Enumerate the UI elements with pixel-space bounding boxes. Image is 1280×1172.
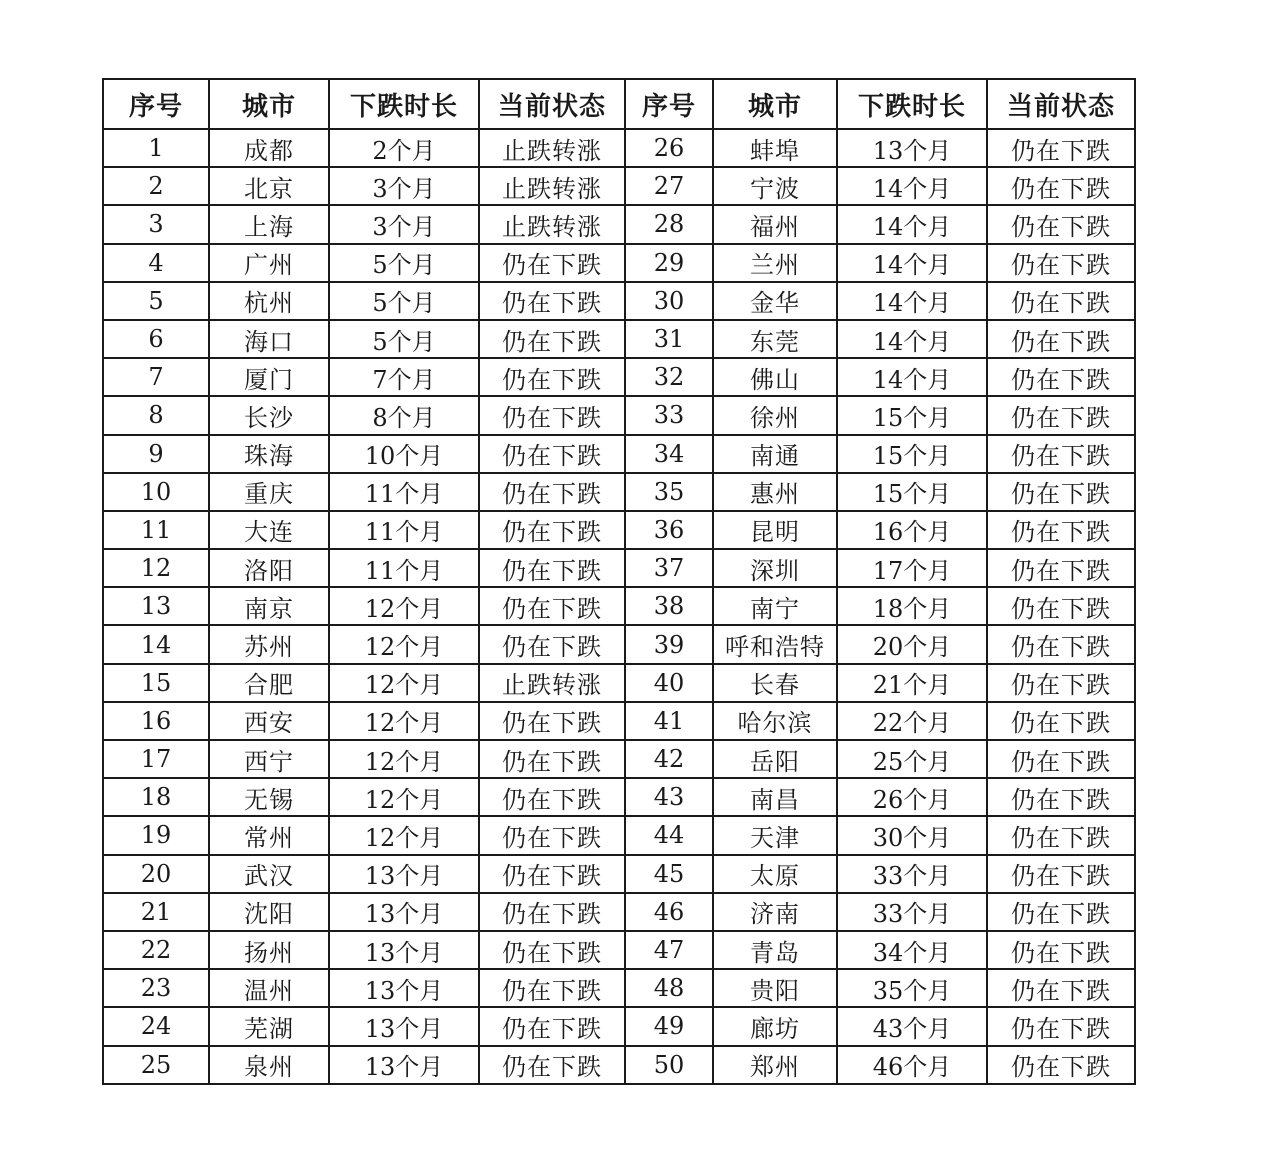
status-cell: 仍在下跌 — [987, 282, 1135, 320]
duration-cell: 13个月 — [329, 1046, 479, 1084]
duration-cell: 22个月 — [837, 702, 987, 740]
index-cell: 14 — [103, 625, 209, 663]
header-index-left: 序号 — [103, 79, 209, 129]
table-row — [103, 969, 1135, 1007]
duration-cell: 14个月 — [837, 244, 987, 282]
city-cell: 洛阳 — [209, 549, 329, 587]
duration-cell: 3个月 — [329, 167, 479, 205]
duration-cell: 12个月 — [329, 664, 479, 702]
index-cell: 7 — [103, 358, 209, 396]
status-cell: 仍在下跌 — [987, 205, 1135, 243]
city-cell: 沈阳 — [209, 893, 329, 931]
table-row — [103, 435, 1135, 473]
duration-cell: 13个月 — [329, 1007, 479, 1045]
city-cell: 贵阳 — [713, 969, 837, 1007]
status-cell: 仍在下跌 — [479, 320, 625, 358]
table-row — [103, 129, 1135, 167]
status-cell: 仍在下跌 — [479, 740, 625, 778]
table-row — [103, 511, 1135, 549]
index-cell: 3 — [103, 205, 209, 243]
duration-cell: 11个月 — [329, 473, 479, 511]
index-cell: 42 — [625, 740, 713, 778]
duration-cell: 26个月 — [837, 778, 987, 816]
city-cell: 徐州 — [713, 396, 837, 434]
status-cell: 仍在下跌 — [987, 1046, 1135, 1084]
index-cell: 48 — [625, 969, 713, 1007]
city-cell: 武汉 — [209, 855, 329, 893]
status-cell: 仍在下跌 — [987, 320, 1135, 358]
city-cell: 深圳 — [713, 549, 837, 587]
city-decline-table-container — [102, 78, 1134, 1085]
table-row — [103, 320, 1135, 358]
duration-cell: 15个月 — [837, 473, 987, 511]
status-cell: 仍在下跌 — [479, 931, 625, 969]
duration-cell: 18个月 — [837, 587, 987, 625]
city-cell: 上海 — [209, 205, 329, 243]
table-row — [103, 740, 1135, 778]
duration-cell: 11个月 — [329, 511, 479, 549]
header-status-left: 当前状态 — [479, 79, 625, 129]
duration-cell: 14个月 — [837, 358, 987, 396]
duration-cell: 14个月 — [837, 205, 987, 243]
table-row — [103, 1046, 1135, 1084]
header-city-right: 城市 — [713, 79, 837, 129]
table-row — [103, 778, 1135, 816]
duration-cell: 12个月 — [329, 816, 479, 854]
header-duration-right: 下跌时长 — [837, 79, 987, 129]
city-cell: 佛山 — [713, 358, 837, 396]
city-cell: 南宁 — [713, 587, 837, 625]
index-cell: 2 — [103, 167, 209, 205]
duration-cell: 13个月 — [329, 893, 479, 931]
index-cell: 41 — [625, 702, 713, 740]
status-cell: 仍在下跌 — [479, 1046, 625, 1084]
duration-cell: 13个月 — [329, 855, 479, 893]
city-cell: 海口 — [209, 320, 329, 358]
city-cell: 泉州 — [209, 1046, 329, 1084]
index-cell: 13 — [103, 587, 209, 625]
duration-cell: 12个月 — [329, 625, 479, 663]
index-cell: 12 — [103, 549, 209, 587]
status-cell: 仍在下跌 — [479, 702, 625, 740]
duration-cell: 3个月 — [329, 205, 479, 243]
index-cell: 35 — [625, 473, 713, 511]
status-cell: 止跌转涨 — [479, 205, 625, 243]
city-cell: 兰州 — [713, 244, 837, 282]
index-cell: 27 — [625, 167, 713, 205]
header-index-right: 序号 — [625, 79, 713, 129]
city-cell: 北京 — [209, 167, 329, 205]
city-cell: 长沙 — [209, 396, 329, 434]
city-cell: 长春 — [713, 664, 837, 702]
city-cell: 芜湖 — [209, 1007, 329, 1045]
index-cell: 38 — [625, 587, 713, 625]
status-cell: 仍在下跌 — [479, 244, 625, 282]
duration-cell: 15个月 — [837, 435, 987, 473]
index-cell: 19 — [103, 816, 209, 854]
city-cell: 青岛 — [713, 931, 837, 969]
city-cell: 合肥 — [209, 664, 329, 702]
index-cell: 44 — [625, 816, 713, 854]
index-cell: 32 — [625, 358, 713, 396]
duration-cell: 33个月 — [837, 893, 987, 931]
header-duration-left: 下跌时长 — [329, 79, 479, 129]
city-cell: 济南 — [713, 893, 837, 931]
city-cell: 珠海 — [209, 435, 329, 473]
duration-cell: 15个月 — [837, 396, 987, 434]
city-cell: 郑州 — [713, 1046, 837, 1084]
city-cell: 廊坊 — [713, 1007, 837, 1045]
duration-cell: 5个月 — [329, 282, 479, 320]
table-row — [103, 205, 1135, 243]
status-cell: 仍在下跌 — [479, 1007, 625, 1045]
status-cell: 仍在下跌 — [987, 549, 1135, 587]
duration-cell: 30个月 — [837, 816, 987, 854]
index-cell: 4 — [103, 244, 209, 282]
index-cell: 10 — [103, 473, 209, 511]
status-cell: 仍在下跌 — [987, 473, 1135, 511]
table-row — [103, 244, 1135, 282]
status-cell: 仍在下跌 — [987, 244, 1135, 282]
city-cell: 蚌埠 — [713, 129, 837, 167]
status-cell: 止跌转涨 — [479, 129, 625, 167]
table-row — [103, 625, 1135, 663]
duration-cell: 34个月 — [837, 931, 987, 969]
duration-cell: 14个月 — [837, 320, 987, 358]
index-cell: 30 — [625, 282, 713, 320]
table-row — [103, 396, 1135, 434]
table-row — [103, 664, 1135, 702]
index-cell: 31 — [625, 320, 713, 358]
table-body — [103, 129, 1135, 1084]
index-cell: 17 — [103, 740, 209, 778]
index-cell: 49 — [625, 1007, 713, 1045]
status-cell: 仍在下跌 — [479, 587, 625, 625]
index-cell: 33 — [625, 396, 713, 434]
table-row — [103, 358, 1135, 396]
status-cell: 仍在下跌 — [987, 664, 1135, 702]
duration-cell: 46个月 — [837, 1046, 987, 1084]
table-row — [103, 816, 1135, 854]
city-cell: 哈尔滨 — [713, 702, 837, 740]
index-cell: 25 — [103, 1046, 209, 1084]
index-cell: 28 — [625, 205, 713, 243]
status-cell: 仍在下跌 — [987, 778, 1135, 816]
duration-cell: 43个月 — [837, 1007, 987, 1045]
city-cell: 宁波 — [713, 167, 837, 205]
index-cell: 36 — [625, 511, 713, 549]
duration-cell: 13个月 — [329, 969, 479, 1007]
duration-cell: 14个月 — [837, 167, 987, 205]
status-cell: 仍在下跌 — [987, 702, 1135, 740]
index-cell: 20 — [103, 855, 209, 893]
city-cell: 无锡 — [209, 778, 329, 816]
city-cell: 天津 — [713, 816, 837, 854]
index-cell: 37 — [625, 549, 713, 587]
status-cell: 仍在下跌 — [987, 969, 1135, 1007]
table-row — [103, 702, 1135, 740]
index-cell: 6 — [103, 320, 209, 358]
index-cell: 26 — [625, 129, 713, 167]
index-cell: 23 — [103, 969, 209, 1007]
duration-cell: 14个月 — [837, 282, 987, 320]
index-cell: 46 — [625, 893, 713, 931]
index-cell: 34 — [625, 435, 713, 473]
index-cell: 11 — [103, 511, 209, 549]
duration-cell: 16个月 — [837, 511, 987, 549]
city-cell: 重庆 — [209, 473, 329, 511]
index-cell: 22 — [103, 931, 209, 969]
table-row — [103, 549, 1135, 587]
status-cell: 仍在下跌 — [987, 816, 1135, 854]
index-cell: 39 — [625, 625, 713, 663]
duration-cell: 20个月 — [837, 625, 987, 663]
status-cell: 仍在下跌 — [479, 816, 625, 854]
duration-cell: 12个月 — [329, 740, 479, 778]
table-row — [103, 893, 1135, 931]
status-cell: 仍在下跌 — [479, 511, 625, 549]
status-cell: 仍在下跌 — [987, 587, 1135, 625]
city-cell: 大连 — [209, 511, 329, 549]
duration-cell: 35个月 — [837, 969, 987, 1007]
duration-cell: 5个月 — [329, 320, 479, 358]
city-cell: 岳阳 — [713, 740, 837, 778]
city-cell: 杭州 — [209, 282, 329, 320]
duration-cell: 13个月 — [329, 931, 479, 969]
status-cell: 止跌转涨 — [479, 664, 625, 702]
city-cell: 成都 — [209, 129, 329, 167]
status-cell: 仍在下跌 — [479, 855, 625, 893]
duration-cell: 12个月 — [329, 778, 479, 816]
index-cell: 29 — [625, 244, 713, 282]
status-cell: 仍在下跌 — [987, 625, 1135, 663]
status-cell: 仍在下跌 — [479, 778, 625, 816]
header-status-right: 当前状态 — [987, 79, 1135, 129]
status-cell: 仍在下跌 — [987, 931, 1135, 969]
city-cell: 南京 — [209, 587, 329, 625]
table-row — [103, 931, 1135, 969]
status-cell: 仍在下跌 — [987, 511, 1135, 549]
city-cell: 苏州 — [209, 625, 329, 663]
duration-cell: 21个月 — [837, 664, 987, 702]
index-cell: 18 — [103, 778, 209, 816]
city-cell: 惠州 — [713, 473, 837, 511]
city-cell: 福州 — [713, 205, 837, 243]
status-cell: 仍在下跌 — [479, 625, 625, 663]
status-cell: 仍在下跌 — [479, 473, 625, 511]
duration-cell: 7个月 — [329, 358, 479, 396]
city-cell: 南通 — [713, 435, 837, 473]
duration-cell: 17个月 — [837, 549, 987, 587]
index-cell: 8 — [103, 396, 209, 434]
status-cell: 仍在下跌 — [987, 167, 1135, 205]
status-cell: 仍在下跌 — [479, 396, 625, 434]
duration-cell: 10个月 — [329, 435, 479, 473]
city-cell: 西安 — [209, 702, 329, 740]
index-cell: 15 — [103, 664, 209, 702]
index-cell: 40 — [625, 664, 713, 702]
duration-cell: 2个月 — [329, 129, 479, 167]
status-cell: 仍在下跌 — [987, 740, 1135, 778]
city-cell: 昆明 — [713, 511, 837, 549]
duration-cell: 25个月 — [837, 740, 987, 778]
index-cell: 5 — [103, 282, 209, 320]
status-cell: 止跌转涨 — [479, 167, 625, 205]
status-cell: 仍在下跌 — [987, 435, 1135, 473]
index-cell: 16 — [103, 702, 209, 740]
duration-cell: 12个月 — [329, 702, 479, 740]
table-row — [103, 587, 1135, 625]
status-cell: 仍在下跌 — [479, 358, 625, 396]
status-cell: 仍在下跌 — [479, 435, 625, 473]
status-cell: 仍在下跌 — [987, 1007, 1135, 1045]
status-cell: 仍在下跌 — [987, 396, 1135, 434]
city-cell: 西宁 — [209, 740, 329, 778]
city-cell: 广州 — [209, 244, 329, 282]
table-row — [103, 473, 1135, 511]
city-cell: 厦门 — [209, 358, 329, 396]
index-cell: 1 — [103, 129, 209, 167]
duration-cell: 12个月 — [329, 587, 479, 625]
city-cell: 呼和浩特 — [713, 625, 837, 663]
table-row — [103, 282, 1135, 320]
index-cell: 24 — [103, 1007, 209, 1045]
status-cell: 仍在下跌 — [479, 969, 625, 1007]
city-cell: 金华 — [713, 282, 837, 320]
status-cell: 仍在下跌 — [987, 129, 1135, 167]
duration-cell: 8个月 — [329, 396, 479, 434]
duration-cell: 5个月 — [329, 244, 479, 282]
city-decline-table — [102, 78, 1136, 1085]
status-cell: 仍在下跌 — [479, 282, 625, 320]
city-cell: 常州 — [209, 816, 329, 854]
index-cell: 47 — [625, 931, 713, 969]
table-header-row — [103, 79, 1135, 129]
table-row — [103, 855, 1135, 893]
status-cell: 仍在下跌 — [987, 855, 1135, 893]
status-cell: 仍在下跌 — [479, 893, 625, 931]
status-cell: 仍在下跌 — [479, 549, 625, 587]
index-cell: 21 — [103, 893, 209, 931]
header-city-left: 城市 — [209, 79, 329, 129]
city-cell: 南昌 — [713, 778, 837, 816]
index-cell: 43 — [625, 778, 713, 816]
index-cell: 9 — [103, 435, 209, 473]
duration-cell: 13个月 — [837, 129, 987, 167]
duration-cell: 11个月 — [329, 549, 479, 587]
status-cell: 仍在下跌 — [987, 358, 1135, 396]
index-cell: 50 — [625, 1046, 713, 1084]
city-cell: 太原 — [713, 855, 837, 893]
table-row — [103, 1007, 1135, 1045]
index-cell: 45 — [625, 855, 713, 893]
city-cell: 温州 — [209, 969, 329, 1007]
duration-cell: 33个月 — [837, 855, 987, 893]
city-cell: 扬州 — [209, 931, 329, 969]
city-cell: 东莞 — [713, 320, 837, 358]
status-cell: 仍在下跌 — [987, 893, 1135, 931]
table-row — [103, 167, 1135, 205]
